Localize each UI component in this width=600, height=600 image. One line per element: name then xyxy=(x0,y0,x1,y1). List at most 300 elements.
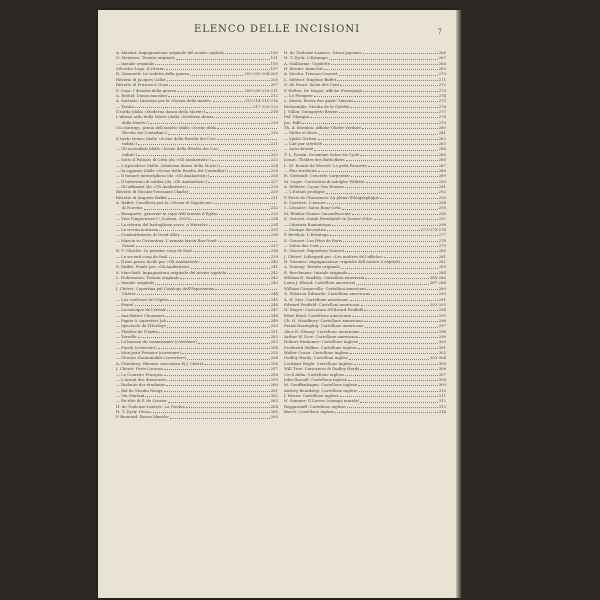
entry-title: — Spectacle de l'Horloge xyxy=(116,323,166,329)
entry-page-number: 314 xyxy=(438,409,446,415)
entry-page-number: 290 xyxy=(438,178,446,184)
entry-title: Un chirurgo, prima dell'assalto (dalle «Scene della xyxy=(116,125,217,131)
entry-title: Il tirolo tronco (dalle «Scene della Rivolta dei Con- xyxy=(116,135,217,141)
entry-page-number: 208-209-210-211 xyxy=(244,87,278,93)
entry-title: — Stampe decorative xyxy=(284,226,327,232)
entry-title: Ritratto di Jacques Callot xyxy=(116,76,166,82)
dot-leader xyxy=(159,230,269,231)
entry-title: tadini») xyxy=(122,151,138,157)
entry-title: J. Chéret: Copertina pel Catalogo dell'Esposizione xyxy=(116,285,215,291)
dot-leader xyxy=(217,128,277,129)
entry-page-number: 264 xyxy=(270,403,278,409)
entry-title: H. de Toulouse-Lautrec: Divan japonais xyxy=(284,50,362,55)
dot-leader xyxy=(167,310,270,311)
dot-leader xyxy=(220,150,277,151)
entry-page-number: 279 xyxy=(438,119,446,125)
entry-page-number: 281 xyxy=(438,130,446,136)
entry-page-number: 291 xyxy=(438,183,446,189)
entry-page-number: 270 xyxy=(438,71,446,77)
entry-title: H. Sumner: Il Lavoro (stampa murale) xyxy=(284,398,360,404)
dot-leader xyxy=(182,353,270,354)
entry-title: Chéret xyxy=(122,291,136,297)
entry-title: P. Bonnard: Revue blanche xyxy=(116,414,169,420)
dot-leader xyxy=(337,80,437,81)
entry-title: — Salon des Cent xyxy=(284,242,319,248)
entry-title: — Ypsilo Girlsen xyxy=(284,135,317,141)
entry-page-number: 222 xyxy=(270,151,278,157)
entry-page-number: 271 xyxy=(438,76,446,82)
dot-leader xyxy=(340,85,437,86)
entry-title: — La musique de l'avenir xyxy=(116,307,167,313)
dot-leader xyxy=(214,117,277,118)
entry-title: — L'Apocalisse (dalla «Moderna danza della Morte») xyxy=(116,162,221,168)
entry-page-number: 251 xyxy=(270,328,278,334)
entry-page-number: 311 xyxy=(438,393,446,398)
dot-leader xyxy=(155,64,269,65)
entry-page-number: 275 xyxy=(438,98,446,104)
dot-leader xyxy=(189,187,270,188)
dot-leader xyxy=(219,241,277,242)
entry-page-number: 252 xyxy=(270,334,278,340)
entry-title: T.-L. Forain: Deuxième Salon du Cycle xyxy=(284,151,360,157)
entry-title: L. Hohenstein: Testata originale xyxy=(116,275,180,281)
index-entry xyxy=(284,409,446,414)
entry-title: S. Marchiali: Impaginatura originale del nostro capitolo xyxy=(116,269,227,275)
entry-page-number: 190 xyxy=(270,50,278,55)
dot-leader xyxy=(350,353,438,354)
entry-page-number: 242 xyxy=(270,269,278,275)
entry-title: R. Simonetti: Le vedette della guerra xyxy=(116,71,190,77)
entry-title: — Le second coup de fusil xyxy=(116,253,168,259)
entry-title: A. Guillaume: Cigalette xyxy=(284,60,331,66)
dot-leader xyxy=(367,289,438,290)
entry-title: — Iniziale originale xyxy=(116,280,155,286)
entry-page-number: 292 xyxy=(438,189,446,195)
dot-leader xyxy=(324,69,437,70)
dot-leader xyxy=(348,273,437,274)
entry-title: L'ultimo asilo della Morte (dalla «Moderna danza xyxy=(116,114,214,120)
entry-title: Will True: Caricatura di Dudley Hardy xyxy=(284,366,360,372)
entry-page-number: 272 xyxy=(438,82,446,88)
entry-page-number: 307 xyxy=(438,371,446,377)
entry-page-number: 300 xyxy=(438,339,446,345)
entry-title: — Papier à cigarettes Job xyxy=(116,317,167,323)
dot-leader xyxy=(201,262,270,263)
entry-title: Jossot: Théâtre des Batholliers xyxy=(284,157,345,163)
entry-page-number: 248 xyxy=(270,312,278,318)
entry-title: Ritratto di Nicolas-Toussaint Charlet xyxy=(116,189,189,195)
dot-leader xyxy=(151,412,269,413)
dot-leader xyxy=(359,391,438,392)
entry-page-number: 240 xyxy=(270,259,278,265)
dot-leader xyxy=(166,69,270,70)
dot-leader xyxy=(206,112,269,113)
entry-page-number: 262 xyxy=(270,393,278,398)
dot-leader xyxy=(371,294,437,295)
left-index-column xyxy=(116,50,278,420)
entry-page-number: 233 xyxy=(270,210,278,216)
entry-page-number: 243 xyxy=(270,280,278,286)
dot-leader xyxy=(345,375,438,376)
dot-leader xyxy=(365,327,438,328)
entry-title: — Librairie Romantique xyxy=(284,221,332,227)
entry-page-number: 276 xyxy=(438,103,446,109)
dot-leader xyxy=(330,235,438,236)
entry-title: della Morte») xyxy=(122,119,149,125)
entry-page-number: 280 xyxy=(438,125,446,131)
entry-page-number: 296 xyxy=(438,210,446,216)
dot-leader xyxy=(135,107,252,108)
entry-page-number: 298 xyxy=(438,221,446,227)
entry-page-number: 232 xyxy=(270,205,278,211)
entry-title: J. Chéret: Lithografi per «Les maîtres de l'affiche» xyxy=(284,253,384,259)
entry-page-number: 236 xyxy=(270,232,278,238)
dot-leader xyxy=(366,182,438,183)
dot-leader xyxy=(186,407,270,408)
dot-leader xyxy=(318,171,438,172)
entry-page-number: 284 xyxy=(438,269,446,275)
dot-leader xyxy=(364,310,437,311)
entry-title: G. Wharton Edwards: Cartellone americano xyxy=(284,291,371,297)
entry-page-number: 299 xyxy=(438,334,446,340)
dot-leader xyxy=(374,219,438,220)
entry-title: H. Gerbault: Concerts Carpentier xyxy=(284,173,351,179)
entry-title: John Hassall: Cartellone inglese xyxy=(284,376,348,382)
dot-leader xyxy=(167,321,270,322)
entry-title: Louis J. Rhead: Cartelloni americani xyxy=(284,280,356,286)
dot-leader xyxy=(342,209,438,210)
dot-leader xyxy=(158,348,270,349)
entry-page-number: 282 xyxy=(438,135,446,141)
entry-page-number: 295 xyxy=(438,312,446,318)
entry-page-number: 259 xyxy=(270,376,278,382)
dot-leader xyxy=(362,128,438,129)
dot-leader xyxy=(150,123,270,124)
entry-title: N.-T. Charlet: Le premier coup de fusil xyxy=(116,248,192,254)
dot-leader xyxy=(318,139,438,140)
entry-page-number: 256 xyxy=(270,355,278,361)
entry-page-number: 308 xyxy=(438,376,446,382)
dot-leader xyxy=(164,391,270,392)
entry-title: Aubrey Beardsley: Cartellone inglese xyxy=(284,387,358,393)
dot-leader xyxy=(177,91,243,92)
entry-title: L. M. Boutet de Monvel: Le petit Poucette xyxy=(284,162,367,168)
entry-title: — Viva l'Imperatore!!! (Lutzen, 1813) xyxy=(116,216,191,222)
entry-page-number: 245 xyxy=(270,296,278,302)
entry-title: — Autochromé xyxy=(284,146,314,152)
entry-title: S. Raffet: Finale per «Gli Anabattisti» xyxy=(116,264,191,270)
entry-title: F. Goya: I disastri della guerra xyxy=(116,87,176,93)
entry-page-number: 280 xyxy=(438,248,446,254)
entry-page-number: 287 xyxy=(438,162,446,168)
dot-leader xyxy=(331,64,438,65)
dot-leader xyxy=(329,59,438,60)
entry-title: — Sotto il Palazzo di Città (da «Gli Anabattisti») xyxy=(116,157,211,163)
dot-leader xyxy=(319,134,438,135)
entry-page-number: 238 xyxy=(270,248,278,254)
entry-title: M. Leger: Caricatura di Adolphe Willette xyxy=(284,178,365,184)
entry-title: Silvestro Lega: Il ritorno xyxy=(116,66,165,72)
dot-leader xyxy=(359,343,438,344)
dot-leader xyxy=(193,251,270,252)
entry-title: Ritratto di Francisco Goya xyxy=(116,82,169,88)
dot-leader xyxy=(168,402,270,403)
dot-leader xyxy=(190,75,243,76)
dot-leader xyxy=(358,385,437,386)
entry-page-number: 219 xyxy=(270,119,278,125)
dot-leader xyxy=(360,155,437,156)
entry-page-number: 260 xyxy=(270,382,278,388)
entry-title: J. Chéret: Paris-Courses xyxy=(116,366,163,372)
entry-page-number: 235 xyxy=(270,226,278,232)
dot-leader xyxy=(167,327,270,328)
dot-leader xyxy=(314,96,437,97)
dot-leader xyxy=(176,59,270,60)
entry-title: — Le bureau du commissaire (coverture) xyxy=(116,339,197,345)
entry-title: — Glosses d'automobile (coverture) xyxy=(116,355,187,361)
dot-leader xyxy=(361,332,438,333)
dot-leader xyxy=(401,262,438,263)
entry-title: — Bonaparte, generale in capo dell'armata d'Egitto xyxy=(116,210,218,216)
entry-page-number: 310 xyxy=(438,387,446,393)
entry-title: E. Berchmans: Iniziale originale xyxy=(284,269,348,275)
dot-leader xyxy=(351,176,437,177)
entry-title: M. Réalier-Dumas: Incandescente xyxy=(284,210,351,216)
entry-title: Rivolta dei Contadini») xyxy=(122,130,168,136)
dot-leader xyxy=(225,53,269,54)
dot-leader xyxy=(159,332,269,333)
entry-title: H. Boutet: Anarchie xyxy=(284,66,324,72)
dot-leader xyxy=(384,257,437,258)
entry-page-number: 292-293 xyxy=(429,301,446,307)
dot-leader xyxy=(168,96,269,97)
entry-page-number: 293 xyxy=(438,194,446,200)
dot-leader xyxy=(354,101,437,102)
dot-leader xyxy=(339,112,438,113)
entry-title: — Plus territoire xyxy=(284,167,317,173)
entry-page-number: 237 xyxy=(270,242,278,248)
dot-leader xyxy=(208,182,269,183)
entry-page-number: 257 xyxy=(270,366,278,372)
entry-title: Jac: Riffi xyxy=(284,119,301,125)
entry-page-number: 224 xyxy=(270,162,278,168)
entry-title: Ritratto di Auguste Raffet xyxy=(116,194,167,200)
entry-page-number: 287-288 xyxy=(429,280,446,286)
entry-title: Redoutable: Moulin de la Galette xyxy=(284,103,350,109)
entry-title: — Mon petit Premier (coverture) xyxy=(116,350,181,356)
dot-leader xyxy=(352,316,438,317)
dot-leader xyxy=(356,284,429,285)
dot-leader xyxy=(189,193,269,194)
dot-leader xyxy=(213,101,244,102)
entry-title: E. Grasset: Exposition Grasset xyxy=(284,248,345,254)
entry-page-number: 241 xyxy=(270,264,278,270)
entry-page-number: 268 xyxy=(438,60,446,66)
dot-leader xyxy=(360,402,437,403)
entry-title: Hubert Herkomer: Cartellone inglese xyxy=(284,339,358,345)
entry-page-number: 253 xyxy=(270,339,278,345)
dot-leader xyxy=(348,380,437,381)
entry-page-number: 289 xyxy=(438,285,446,291)
dot-leader xyxy=(169,257,270,258)
entry-page-number: 213-214-215-216 xyxy=(244,98,278,104)
entry-page-number: 234 xyxy=(270,216,278,222)
entry-page-number: 249 xyxy=(270,317,278,323)
dot-leader xyxy=(215,289,277,290)
entry-title: — Il tumore meraviglioso (da «Gli Anabattisti») xyxy=(116,173,210,179)
entry-title: Il tardo (dalla «Moderna danza della Morte») xyxy=(116,108,206,114)
entry-page-number: 297 xyxy=(438,216,446,222)
entry-page-number: 278 xyxy=(438,114,446,120)
dot-leader xyxy=(210,176,269,177)
entry-page-number: 218 xyxy=(270,108,278,114)
entry-page-number: 283 xyxy=(438,264,446,270)
entry-page-number: 226 xyxy=(270,173,278,179)
dot-leader xyxy=(326,193,438,194)
dot-leader xyxy=(368,166,438,167)
entry-page-number: 305 xyxy=(438,360,446,366)
dot-leader xyxy=(191,268,269,269)
entry-title: — Le Plongeur xyxy=(284,92,314,98)
entry-page-number: 301 xyxy=(438,344,446,350)
dot-leader xyxy=(164,375,270,376)
entry-page-number: 234 xyxy=(270,221,278,227)
entry-page-number: 288 xyxy=(438,167,446,173)
entry-title: — Tavola xyxy=(116,103,134,109)
dot-leader xyxy=(349,359,429,360)
entry-page-number: 250 xyxy=(270,323,278,329)
entry-page-number: 191 xyxy=(270,55,278,61)
entry-page-number: 298 xyxy=(438,328,446,334)
entry-title: — Combattimento di Oued-Alley xyxy=(116,232,180,238)
dot-leader xyxy=(170,418,270,419)
entry-title: — La rivista notturna xyxy=(116,226,159,232)
dot-leader xyxy=(341,268,438,269)
entry-page-number: 265 xyxy=(270,414,278,420)
entry-title: A. Martini: Impaginazione originale del nostro capitolo xyxy=(116,50,225,55)
entry-page-number: 225 xyxy=(270,167,278,173)
entry-title: William H. Bradley: Cartelloni americani xyxy=(284,275,365,281)
dot-leader xyxy=(168,198,270,199)
entry-title: — Gli incendiati (dalle «Scene della Rivolta dei Con- xyxy=(116,146,220,152)
dot-leader xyxy=(169,85,269,86)
entry-page-number: 256 xyxy=(270,360,278,366)
entry-title: Frederick Walker: Cartellone inglese xyxy=(284,344,357,350)
dot-leader xyxy=(138,144,269,145)
dot-leader xyxy=(198,343,270,344)
dot-leader xyxy=(347,407,438,408)
dot-leader xyxy=(164,369,270,370)
entry-page-number: 303-304 xyxy=(429,355,446,361)
entry-page-number: 313 xyxy=(438,403,446,409)
dot-leader xyxy=(170,300,270,301)
page-number: 7 xyxy=(437,28,442,36)
entry-title: — L'orient des danseuses xyxy=(116,376,167,382)
entry-page-number: 197 xyxy=(270,66,278,72)
entry-title: — Punch (coverture) xyxy=(116,344,157,350)
entry-title: — La ritirata del battaglione sacro, a Waterloo xyxy=(116,221,208,227)
dot-leader xyxy=(227,273,269,274)
entry-page-number: 244 xyxy=(270,291,278,297)
dot-leader xyxy=(314,150,437,151)
entry-title: — Les coulisses de l'Opéra xyxy=(116,296,169,302)
dot-leader xyxy=(360,369,437,370)
entry-title: tadini») xyxy=(122,141,138,147)
dot-leader xyxy=(345,187,438,188)
entry-title: Ethel Reed: Cartellone americano xyxy=(284,312,351,318)
entry-title: Cecil Aldin: Cartellone inglese xyxy=(284,371,345,377)
dot-leader xyxy=(310,117,438,118)
entry-page-number: 231 xyxy=(270,194,278,200)
entry-title: P. Helleu: De Nague, affiche d'essayage xyxy=(284,87,363,93)
entry-title: L. Morin: Revue des quatr' Saisons xyxy=(284,98,354,104)
entry-page-number: 217-220-222 xyxy=(253,103,278,109)
dot-leader xyxy=(167,80,270,81)
page-edge-shadow xyxy=(456,10,462,598)
entry-page-number: 212 xyxy=(270,92,278,98)
entry-title: M. Greiffenhagen: Cartellone inglese xyxy=(284,382,358,388)
dot-leader xyxy=(354,364,438,365)
entry-title: — Aux Buttes Chaumont xyxy=(116,312,165,318)
entry-title: — Lait pur stérilisé xyxy=(284,141,322,147)
entry-page-number: 279 xyxy=(438,242,446,248)
entry-title: H. T. Dyck: L'Estampe xyxy=(284,55,328,61)
dot-leader xyxy=(180,278,269,279)
entry-page-number: 266 xyxy=(438,50,446,55)
entry-title: — Vin Mariani xyxy=(116,393,145,398)
dot-leader xyxy=(137,294,270,295)
entry-title: A. Rethel: Danza macabra xyxy=(116,92,168,98)
dot-leader xyxy=(350,107,437,108)
entry-title: H. Mayer: Caricatura d'Edward Penfield xyxy=(284,307,364,313)
entry-title: Frank Hazenplug: Cartellone americano xyxy=(284,323,364,329)
entry-title: — Il battesimo di sabbia (da «Gli Anabattisti») xyxy=(116,178,208,184)
entry-title: H. Meunier: Impaginazione originale dell'autore a capitolo xyxy=(284,259,400,265)
dot-leader xyxy=(187,359,269,360)
entry-page-number: 221 xyxy=(270,141,278,147)
entry-title: — Iniziale originale xyxy=(116,60,155,66)
dot-leader xyxy=(144,209,270,210)
dot-leader xyxy=(215,203,277,204)
entry-page-number: 296 xyxy=(438,317,446,323)
dot-leader xyxy=(339,75,438,76)
entry-page-number: 274 xyxy=(438,92,446,98)
entry-title: Pal: Olympia xyxy=(284,114,309,120)
dot-leader xyxy=(358,348,438,349)
entry-title: G. Mentessi: Testata originale xyxy=(116,55,176,61)
entry-title: Alice R. Glenny: Cartellone americano xyxy=(284,328,360,334)
entry-title: E. Carrière: L'Aurore xyxy=(284,200,326,206)
entry-page-number: 294 xyxy=(438,200,446,206)
dot-leader xyxy=(320,246,438,247)
entry-title: P. Puvis de Chavannes: La plume lithographique xyxy=(284,194,380,200)
entry-title: — En-tête di F. de Crozier xyxy=(116,398,167,404)
dot-leader xyxy=(361,305,429,306)
entry-page-number: 205 xyxy=(270,76,278,82)
dot-leader xyxy=(365,278,428,279)
entry-page-number: 267 xyxy=(438,55,446,61)
entry-title: J. Villon: Guinguette fleurie xyxy=(284,108,338,114)
entry-title: — L'Enfant prodigue xyxy=(284,189,325,195)
entry-page-number: 220 xyxy=(270,130,278,136)
dot-leader xyxy=(191,219,269,220)
entry-title: — Le Courrier Français xyxy=(116,371,163,377)
dot-leader xyxy=(332,225,437,226)
entry-title: A. Mucha: Trianon-Concert xyxy=(284,71,338,77)
dot-leader xyxy=(327,203,438,204)
dot-leader xyxy=(359,337,437,338)
entry-title: L. Métivet: Eugénie Buffet xyxy=(284,76,337,82)
